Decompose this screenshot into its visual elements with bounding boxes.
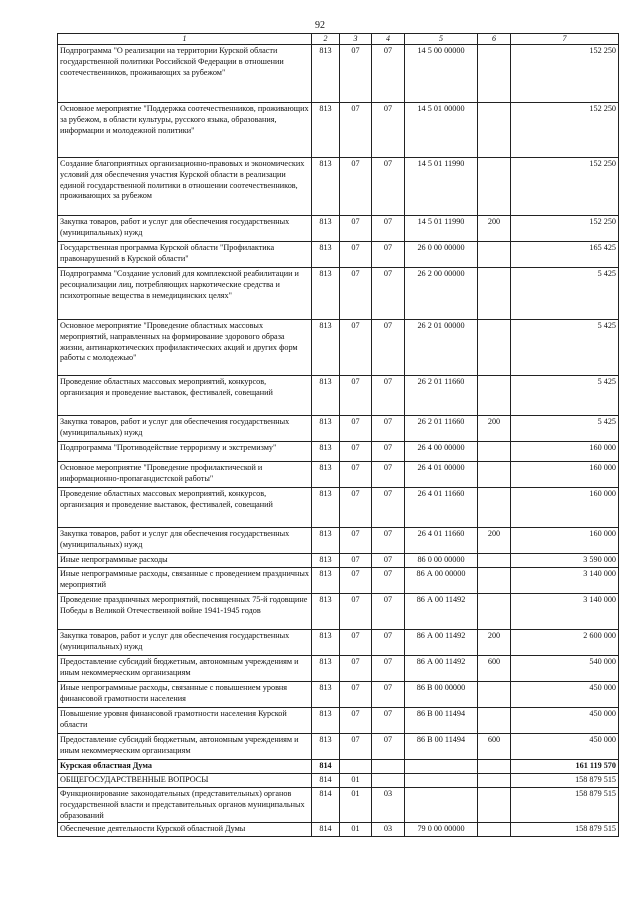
amount-value: 158 879 515 [511, 788, 619, 823]
ministry-code: 813 [312, 376, 340, 416]
table-row [58, 554, 619, 568]
subsection-code: 07 [372, 45, 405, 103]
section-code: 07 [340, 630, 372, 656]
section-code: 07 [340, 242, 372, 268]
subsection-code: 07 [372, 568, 405, 594]
amount-value: 3 140 000 [511, 594, 619, 630]
budget-item-name: Основное мероприятие "Проведение профилактической и информационно-пропагандистской работы" [58, 462, 312, 488]
section-code [340, 760, 372, 774]
target-article-code: 86 0 00 00000 [405, 554, 478, 568]
section-code: 07 [340, 488, 372, 528]
table-row [58, 320, 619, 376]
amount-value: 160 000 [511, 462, 619, 488]
target-article-code: 26 2 01 00000 [405, 320, 478, 376]
subsection-code [372, 774, 405, 788]
table-row [58, 528, 619, 554]
subsection-code: 03 [372, 788, 405, 823]
subsection-code: 07 [372, 442, 405, 462]
subsection-code: 07 [372, 462, 405, 488]
budget-item-name: Иные непрограммные расходы [58, 554, 312, 568]
section-code: 01 [340, 788, 372, 823]
expense-type-code [478, 708, 511, 734]
ministry-code: 813 [312, 568, 340, 594]
expense-type-code [478, 158, 511, 216]
amount-value: 152 250 [511, 103, 619, 158]
budget-item-name: Проведение областных массовых мероприятий, конкурсов, организация и проведение выставок, фестивалей, совещаний [58, 488, 312, 528]
table-row [58, 568, 619, 594]
table-row [58, 774, 619, 788]
amount-value: 152 250 [511, 45, 619, 103]
target-article-code: 86 В 00 11494 [405, 708, 478, 734]
expense-type-code [478, 442, 511, 462]
subsection-code: 07 [372, 554, 405, 568]
amount-value: 450 000 [511, 734, 619, 760]
ministry-code: 813 [312, 320, 340, 376]
target-article-code: 26 0 00 00000 [405, 242, 478, 268]
budget-item-name: Основное мероприятие "Проведение областных массовых мероприятий, направленных на формирование здорового образа жизни, антинаркотических профилактических акций и других форм работы с молодежью" [58, 320, 312, 376]
section-code: 07 [340, 103, 372, 158]
expense-type-code [478, 462, 511, 488]
page-number: 92 [315, 20, 325, 31]
budget-item-name: Закупка товаров, работ и услуг для обеспечения государственных (муниципальных) нужд [58, 630, 312, 656]
expense-type-code [478, 788, 511, 823]
budget-item-name: Государственная программа Курской области "Профилактика правонарушений в Курской области" [58, 242, 312, 268]
ministry-code: 813 [312, 656, 340, 682]
column-number: 1 [58, 34, 312, 45]
amount-value: 5 425 [511, 416, 619, 442]
ministry-code: 813 [312, 488, 340, 528]
expense-type-code [478, 242, 511, 268]
target-article-code: 26 4 01 11660 [405, 488, 478, 528]
expense-type-code [478, 488, 511, 528]
amount-value: 540 000 [511, 656, 619, 682]
section-code: 07 [340, 528, 372, 554]
table-row [58, 594, 619, 630]
table-row [58, 45, 619, 103]
ministry-code: 813 [312, 708, 340, 734]
ministry-code: 814 [312, 788, 340, 823]
ministry-code: 813 [312, 682, 340, 708]
target-article-code: 86 В 00 11494 [405, 734, 478, 760]
table-row [58, 416, 619, 442]
column-number: 4 [372, 34, 405, 45]
section-code: 07 [340, 462, 372, 488]
column-number: 6 [478, 34, 511, 45]
expense-type-code [478, 594, 511, 630]
expense-type-code [478, 760, 511, 774]
amount-value: 5 425 [511, 320, 619, 376]
section-code: 07 [340, 268, 372, 320]
target-article-code: 86 А 00 11492 [405, 630, 478, 656]
target-article-code: 26 2 01 11660 [405, 376, 478, 416]
section-code: 01 [340, 774, 372, 788]
table-row [58, 734, 619, 760]
table-row [58, 708, 619, 734]
section-code: 07 [340, 554, 372, 568]
subsection-code: 07 [372, 416, 405, 442]
target-article-code: 26 4 01 11660 [405, 528, 478, 554]
amount-value: 152 250 [511, 216, 619, 242]
amount-value: 160 000 [511, 528, 619, 554]
budget-item-name: Предоставление субсидий бюджетным, автономным учреждениям и иным некоммерческим организациям [58, 734, 312, 760]
budget-item-name: ОБЩЕГОСУДАРСТВЕННЫЕ ВОПРОСЫ [58, 774, 312, 788]
subsection-code: 03 [372, 823, 405, 837]
budget-item-name: Закупка товаров, работ и услуг для обеспечения государственных (муниципальных) нужд [58, 416, 312, 442]
target-article-code: 14 5 01 11990 [405, 216, 478, 242]
section-code: 07 [340, 216, 372, 242]
amount-value: 3 590 000 [511, 554, 619, 568]
ministry-code: 813 [312, 45, 340, 103]
amount-value: 158 879 515 [511, 774, 619, 788]
subsection-code: 07 [372, 734, 405, 760]
table-row [58, 376, 619, 416]
budget-item-name: Повышение уровня финансовой грамотности населения Курской области [58, 708, 312, 734]
budget-table [57, 33, 619, 837]
ministry-code: 813 [312, 268, 340, 320]
budget-item-name: Закупка товаров, работ и услуг для обеспечения государственных (муниципальных) нужд [58, 528, 312, 554]
ministry-code: 813 [312, 103, 340, 158]
section-code: 07 [340, 442, 372, 462]
budget-item-name: Предоставление субсидий бюджетным, автономным учреждениям и иным некоммерческим организациям [58, 656, 312, 682]
amount-value: 2 600 000 [511, 630, 619, 656]
table-row [58, 656, 619, 682]
target-article-code: 79 0 00 00000 [405, 823, 478, 837]
section-code: 07 [340, 656, 372, 682]
subsection-code: 07 [372, 103, 405, 158]
subsection-code: 07 [372, 594, 405, 630]
ministry-code: 813 [312, 462, 340, 488]
target-article-code: 26 2 01 11660 [405, 416, 478, 442]
expense-type-code [478, 320, 511, 376]
expense-type-code [478, 568, 511, 594]
ministry-code: 814 [312, 760, 340, 774]
section-code: 07 [340, 320, 372, 376]
subsection-code: 07 [372, 656, 405, 682]
expense-type-code: 200 [478, 416, 511, 442]
ministry-code: 813 [312, 158, 340, 216]
section-code: 07 [340, 376, 372, 416]
target-article-code: 26 4 00 00000 [405, 442, 478, 462]
table-row [58, 760, 619, 774]
amount-value: 5 425 [511, 268, 619, 320]
section-code: 07 [340, 594, 372, 630]
subsection-code: 07 [372, 158, 405, 216]
amount-value: 160 000 [511, 442, 619, 462]
subsection-code: 07 [372, 630, 405, 656]
table-row [58, 158, 619, 216]
subsection-code: 07 [372, 682, 405, 708]
expense-type-code: 200 [478, 216, 511, 242]
amount-value: 161 119 570 [511, 760, 619, 774]
ministry-code: 814 [312, 823, 340, 837]
target-article-code: 86 А 00 00000 [405, 568, 478, 594]
amount-value: 152 250 [511, 158, 619, 216]
amount-value: 158 879 515 [511, 823, 619, 837]
section-code: 07 [340, 45, 372, 103]
table-row [58, 488, 619, 528]
budget-item-name: Закупка товаров, работ и услуг для обеспечения государственных (муниципальных) нужд [58, 216, 312, 242]
column-number: 2 [312, 34, 340, 45]
table-row [58, 630, 619, 656]
ministry-code: 813 [312, 242, 340, 268]
amount-value: 450 000 [511, 682, 619, 708]
expense-type-code: 600 [478, 734, 511, 760]
budget-item-name: Подпрограмма "Создание условий для комплексной реабилитации и ресоциализации лиц, потребляющих наркотические средства и психотропные вещества в немедицинских целях" [58, 268, 312, 320]
expense-type-code: 200 [478, 630, 511, 656]
expense-type-code [478, 103, 511, 158]
ministry-code: 813 [312, 734, 340, 760]
ministry-code: 813 [312, 442, 340, 462]
section-code: 01 [340, 823, 372, 837]
target-article-code: 86 В 00 00000 [405, 682, 478, 708]
section-code: 07 [340, 568, 372, 594]
subsection-code [372, 760, 405, 774]
section-code: 07 [340, 708, 372, 734]
target-article-code: 14 5 00 00000 [405, 45, 478, 103]
table-row [58, 462, 619, 488]
subsection-code: 07 [372, 242, 405, 268]
budget-item-name: Основное мероприятие "Поддержка соотечественников, проживающих за рубежом, в области культуры, русского языка, образования, информации и молодежной политики" [58, 103, 312, 158]
target-article-code [405, 788, 478, 823]
target-article-code [405, 774, 478, 788]
ministry-code: 813 [312, 630, 340, 656]
target-article-code: 26 4 01 00000 [405, 462, 478, 488]
subsection-code: 07 [372, 708, 405, 734]
subsection-code: 07 [372, 268, 405, 320]
amount-value: 450 000 [511, 708, 619, 734]
table-row [58, 242, 619, 268]
table-row [58, 823, 619, 837]
ministry-code: 813 [312, 216, 340, 242]
expense-type-code [478, 268, 511, 320]
budget-item-name: Создание благоприятных организационно-правовых и экономических условий для обеспечения участия Курской области в реализации единой государственной политики в отношении соотечественников, проживающих за рубежом [58, 158, 312, 216]
budget-table-body [58, 34, 619, 837]
subsection-code: 07 [372, 376, 405, 416]
ministry-code: 813 [312, 554, 340, 568]
subsection-code: 07 [372, 528, 405, 554]
column-number-row [58, 34, 619, 45]
budget-item-name: Проведение праздничных мероприятий, посвященных 75-й годовщине Победы в Великой Отечественной войне 1941-1945 годов [58, 594, 312, 630]
expense-type-code: 200 [478, 528, 511, 554]
target-article-code: 14 5 01 00000 [405, 103, 478, 158]
amount-value: 160 000 [511, 488, 619, 528]
expense-type-code [478, 554, 511, 568]
budget-item-name: Обеспечение деятельности Курской областной Думы [58, 823, 312, 837]
target-article-code: 86 А 00 11492 [405, 594, 478, 630]
table-row [58, 682, 619, 708]
section-code: 07 [340, 682, 372, 708]
amount-value: 5 425 [511, 376, 619, 416]
table-row [58, 788, 619, 823]
ministry-code: 814 [312, 774, 340, 788]
budget-item-name: Подпрограмма "О реализации на территории Курской области государственной политики Российской Федерации в отношении соотечественников, проживающих за рубежом" [58, 45, 312, 103]
column-number: 7 [511, 34, 619, 45]
expense-type-code [478, 376, 511, 416]
subsection-code: 07 [372, 320, 405, 376]
table-row [58, 268, 619, 320]
section-code: 07 [340, 416, 372, 442]
target-article-code: 86 А 00 11492 [405, 656, 478, 682]
ministry-code: 813 [312, 416, 340, 442]
ministry-code: 813 [312, 594, 340, 630]
target-article-code [405, 760, 478, 774]
subsection-code: 07 [372, 216, 405, 242]
expense-type-code [478, 774, 511, 788]
table-row [58, 103, 619, 158]
column-number: 3 [340, 34, 372, 45]
budget-item-name: Иные непрограммные расходы, связанные с повышением уровня финансовой грамотности населения [58, 682, 312, 708]
amount-value: 3 140 000 [511, 568, 619, 594]
expense-type-code [478, 682, 511, 708]
expense-type-code [478, 823, 511, 837]
target-article-code: 26 2 00 00000 [405, 268, 478, 320]
column-number: 5 [405, 34, 478, 45]
budget-item-name: Курская областная Дума [58, 760, 312, 774]
target-article-code: 14 5 01 11990 [405, 158, 478, 216]
budget-item-name: Функционирование законодательных (представительных) органов государственной власти и представительных органов муниципальных образований [58, 788, 312, 823]
budget-item-name: Подпрограмма "Противодействие терроризму и экстремизму" [58, 442, 312, 462]
ministry-code: 813 [312, 528, 340, 554]
expense-type-code [478, 45, 511, 103]
expense-type-code: 600 [478, 656, 511, 682]
table-row [58, 216, 619, 242]
budget-item-name: Иные непрограммные расходы, связанные с проведением праздничных мероприятий [58, 568, 312, 594]
subsection-code: 07 [372, 488, 405, 528]
amount-value: 165 425 [511, 242, 619, 268]
section-code: 07 [340, 734, 372, 760]
section-code: 07 [340, 158, 372, 216]
budget-item-name: Проведение областных массовых мероприятий, конкурсов, организация и проведение выставок, фестивалей, совещаний [58, 376, 312, 416]
table-row [58, 442, 619, 462]
